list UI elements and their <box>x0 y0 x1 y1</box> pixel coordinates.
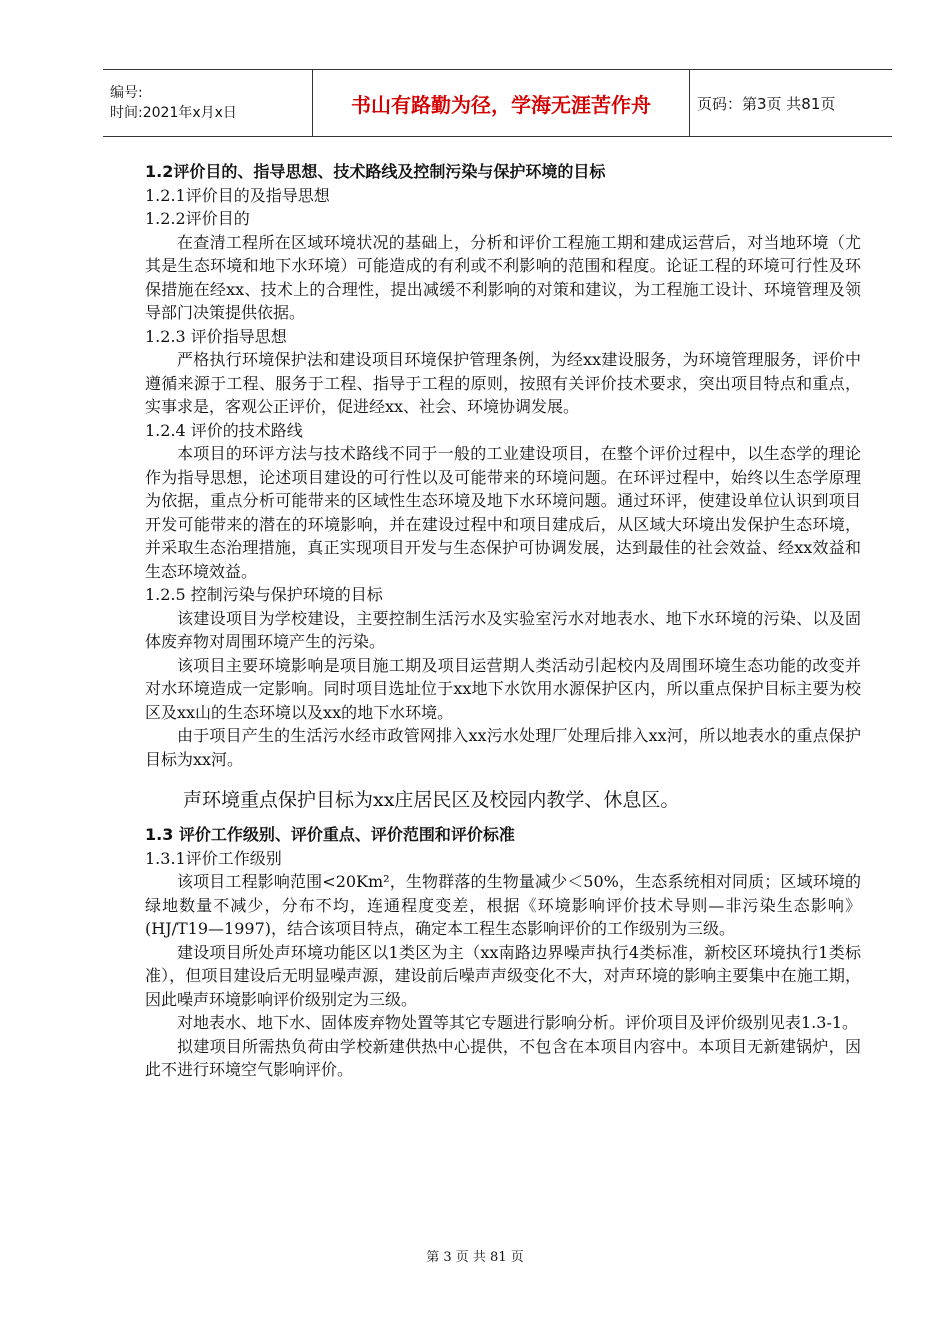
paragraph-air-quality: 拟建项目所需热负荷由学校新建供热中心提供，不包含在本项目内容中。本项目无新建锅炉，因此不进行环境空气影响评价。 <box>145 1036 861 1079</box>
page-header <box>103 69 892 137</box>
subheading-1-2-3: 1.2.3 评价指导思想 <box>145 326 287 346</box>
subheading-1-2-2: 1.2.2评价目的 <box>145 209 250 228</box>
paragraph-acoustic-target: 声环境重点保护目标为xx庄居民区及校园内教学、休息区。 <box>183 789 680 811</box>
header-page-info: 页码：第3页 共81页 <box>697 94 836 113</box>
header-motto: 书山有路勤为径，学海无涯苦作舟 <box>313 70 690 136</box>
paragraph-evaluation-purpose: 在查清工程所在区域环境状况的基础上，分析和评价工程施工期和建成运营后，对当地环境（尤其是生态环境和地下水环境）可能造成的有利或不利影响的范围和程度。论证工程的环境可行性及环保措施在经xx、技术上的合理性，提出减缓不利影响的对策和建议，为工程施工设计、环境管理及领导部门决策提供依据。 <box>145 232 861 322</box>
subheading-1-3-1: 1.3.1评价工作级别 <box>145 848 282 868</box>
paragraph-pollution-control: 该建设项目为学校建设，主要控制生活污水及实验室污水对地表水、地下水环境的污染、以及固体废弃物对周围环境产生的污染。 <box>145 608 861 651</box>
document-number-label: 编号: <box>110 85 143 101</box>
paragraph-ecology-level: 该项目工程影响范围<20Km²，生物群落的生物量减少＜50%，生态系统相对同质；区域环境的绿地数量不减少，分布不均，连通程度变差，根据《环境影响评价技术导则—非污染生态影响》(HJ/T19—1997)，结合该项目特点，确定本工程生态影响评价的工作级别为三级。 <box>145 872 861 938</box>
paragraph-other-topics: 对地表水、地下水、固体废弃物处置等其它专题进行影响分析。评价项目及评价级别见表1.3-1。 <box>177 1013 859 1032</box>
page-footer: 第 3 页 共 81 页 <box>426 1250 524 1265</box>
subheading-1-2-4: 1.2.4 评价的技术路线 <box>145 420 303 440</box>
header-left-cell <box>103 70 313 136</box>
document-body <box>145 160 861 1082</box>
paragraph-noise-level: 建设项目所处声环境功能区以1类区为主（xx南路边界噪声执行4类标准，新校区环境执行1类标准），但项目建设后无明显噪声源，建设前后噪声声级变化不大，对声环境的影响主要集中在施工期，因此噪声环境影响评价级别定为三级。 <box>145 942 861 1009</box>
section-heading-1-2: 1.2评价目的、指导思想、技术路线及控制污染与保护环境的目标 <box>145 162 606 181</box>
paragraph-technical-route: 本项目的环评方法与技术路线不同于一般的工业建设项目，在整个评价过程中，以生态学的理论作为指导思想，论述项目建设的可行性以及可能带来的环境问题。在环评过程中，始终以生态学原理为依据，重点分析可能带来的区域性生态环境及地下水环境问题。通过环评，使建设单位认识到项目开发可能带来的潜在的环境影响，并在建设过程中和项目建成后，从区域大环境出发保护生态环境，并采取生态治理措施，真正实现项目开发与生态保护可协调发展，达到最佳的社会效益、经xx效益和生态环境效益。 <box>145 444 861 581</box>
paragraph-guiding-ideology: 严格执行环境保护法和建设项目环境保护管理条例，为经xx建设服务，为环境管理服务，评价中遵循来源于工程、服务于工程、指导于工程的原则，按照有关评价技术要求，突出项目特点和重点，实事求是，客观公正评价，促进经xx、社会、环境协调发展。 <box>145 350 861 416</box>
subheading-1-2-1: 1.2.1评价目的及指导思想 <box>145 185 330 205</box>
subheading-1-2-5: 1.2.5 控制污染与保护环境的目标 <box>145 585 383 604</box>
document-date: 时间:2021年x月x日 <box>110 105 237 121</box>
section-heading-1-3: 1.3 评价工作级别、评价重点、评价范围和评价标准 <box>145 825 515 844</box>
paragraph-surface-water: 由于项目产生的生活污水经市政管网排入xx污水处理厂处理后排入xx河，所以地表水的重点保护目标为xx河。 <box>145 726 861 769</box>
paragraph-main-impact: 该项目主要环境影响是项目施工期及项目运营期人类活动引起校内及周围环境生态功能的改变并对水环境造成一定影响。同时项目选址位于xx地下水饮用水源保护区内，所以重点保护目标主要为校区及xx山的生态环境以及xx的地下水环境。 <box>145 655 861 722</box>
